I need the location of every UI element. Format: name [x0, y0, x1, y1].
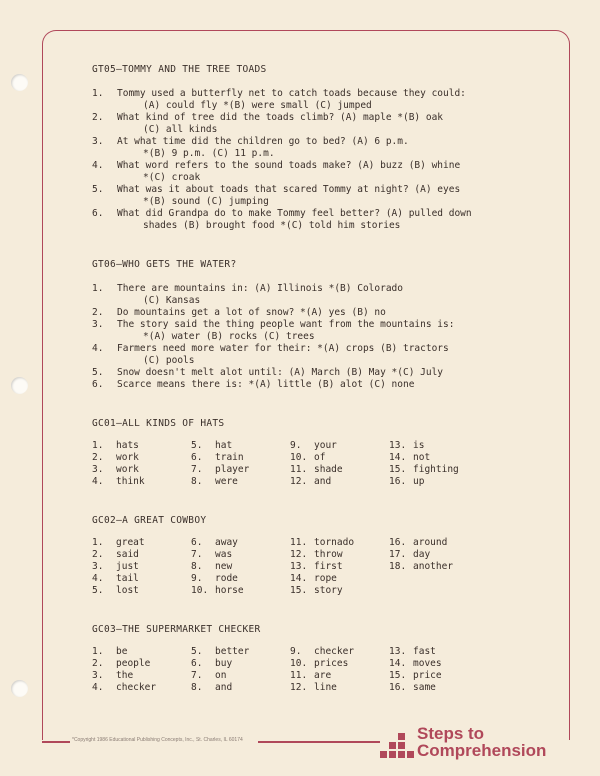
word-item	[191, 440, 290, 452]
word-item	[92, 452, 191, 464]
logo-text	[417, 725, 546, 765]
word-text: day	[413, 549, 431, 560]
question-item	[92, 307, 552, 319]
word-item	[191, 476, 290, 488]
question-section	[92, 258, 552, 391]
logo-squares-icon	[380, 733, 414, 763]
word-item	[191, 573, 290, 585]
question-line: (C) pools	[143, 355, 195, 366]
word-grid	[92, 537, 552, 597]
word-text: away	[215, 537, 238, 548]
word-number: 16.	[389, 476, 407, 487]
word-section	[92, 417, 552, 488]
word-grid	[92, 440, 552, 488]
word-column	[389, 440, 488, 488]
word-text: were	[215, 476, 238, 487]
word-number: 7.	[191, 464, 203, 475]
word-number: 1.	[92, 537, 104, 548]
question-text	[117, 208, 552, 232]
word-item	[290, 452, 389, 464]
word-column	[191, 646, 290, 694]
word-number: 11.	[290, 537, 308, 548]
word-column	[191, 537, 290, 597]
word-number: 2.	[92, 549, 104, 560]
word-column	[92, 440, 191, 488]
word-text: first	[314, 561, 343, 572]
question-item	[92, 184, 552, 208]
word-section	[92, 623, 552, 694]
question-line: What was it about toads that scared Tommy at night? (A) eyes	[117, 184, 461, 195]
word-column	[191, 440, 290, 488]
word-number: 14.	[389, 452, 407, 463]
question-line: *(A) water (B) rocks (C) trees	[143, 331, 315, 342]
word-number: 18.	[389, 561, 407, 572]
word-item	[290, 646, 389, 658]
word-text: your	[314, 440, 337, 451]
word-item	[290, 476, 389, 488]
word-text: rope	[314, 573, 337, 584]
word-number: 6.	[191, 658, 203, 669]
word-item	[191, 585, 290, 597]
question-line: Do mountains get a lot of snow? *(A) yes (B) no	[117, 307, 386, 318]
word-item	[389, 549, 488, 561]
word-number: 7.	[191, 670, 203, 681]
word-number: 4.	[92, 476, 104, 487]
word-text: around	[413, 537, 448, 548]
section-title: GT06—WHO GETS THE WATER?	[92, 259, 237, 270]
word-item	[92, 440, 191, 452]
word-text: train	[215, 452, 244, 463]
question-line: At what time did the children go to bed? (A) 6 p.m.	[117, 136, 409, 147]
word-number: 16.	[389, 537, 407, 548]
word-number: 6.	[191, 537, 203, 548]
word-text: new	[215, 561, 233, 572]
question-number: 1.	[92, 283, 104, 294]
word-grid	[92, 646, 552, 694]
question-item	[92, 208, 552, 232]
word-number: 14.	[290, 573, 308, 584]
word-number: 4.	[92, 573, 104, 584]
binder-hole-bottom	[11, 680, 28, 697]
word-number: 8.	[191, 561, 203, 572]
word-item	[191, 464, 290, 476]
word-item	[290, 670, 389, 682]
question-line: What did Grandpa do to make Tommy feel better? (A) pulled down	[117, 208, 472, 219]
question-text	[117, 283, 552, 307]
word-item	[92, 464, 191, 476]
word-column	[290, 440, 389, 488]
word-text: price	[413, 670, 442, 681]
word-number: 4.	[92, 682, 104, 693]
word-item	[389, 561, 488, 573]
question-number: 4.	[92, 343, 104, 354]
question-line: *(B) 9 p.m. (C) 11 p.m.	[143, 148, 275, 159]
section-title: GC03—THE SUPERMARKET CHECKER	[92, 624, 261, 635]
word-number: 5.	[191, 440, 203, 451]
question-line: Snow doesn't melt alot until: (A) March (B) May *(C) July	[117, 367, 444, 378]
word-number: 12.	[290, 549, 308, 560]
word-text: checker	[314, 646, 355, 657]
word-text: player	[215, 464, 250, 475]
logo-line: Steps to	[417, 724, 485, 743]
word-item	[290, 537, 389, 549]
question-line: *(C) croak	[143, 172, 201, 183]
word-number: 5.	[191, 646, 203, 657]
question-line: What kind of tree did the toads climb? (A) maple *(B) oak	[117, 112, 444, 123]
word-number: 13.	[290, 561, 308, 572]
word-text: buy	[215, 658, 233, 669]
word-item	[290, 561, 389, 573]
word-column	[92, 537, 191, 597]
word-text: just	[116, 561, 139, 572]
word-item	[191, 452, 290, 464]
word-item	[290, 658, 389, 670]
word-number: 15.	[389, 464, 407, 475]
word-number: 8.	[191, 682, 203, 693]
word-text: rode	[215, 573, 238, 584]
question-item	[92, 136, 552, 160]
word-text: be	[116, 646, 128, 657]
word-number: 13.	[389, 440, 407, 451]
question-item	[92, 379, 552, 391]
question-number: 2.	[92, 307, 104, 318]
word-text: prices	[314, 658, 349, 669]
word-text: throw	[314, 549, 343, 560]
question-item	[92, 319, 552, 343]
word-text: up	[413, 476, 425, 487]
question-line: shades (B) brought food *(C) told him stories	[143, 220, 401, 231]
word-text: fast	[413, 646, 436, 657]
word-text: fighting	[413, 464, 459, 475]
word-item	[290, 682, 389, 694]
word-item	[290, 573, 389, 585]
question-line: (A) could fly *(B) were small (C) jumped	[143, 100, 372, 111]
word-number: 11.	[290, 464, 308, 475]
question-text	[117, 160, 552, 184]
word-section	[92, 514, 552, 597]
word-number: 5.	[92, 585, 104, 596]
question-number: 6.	[92, 208, 104, 219]
binder-hole-middle	[11, 377, 28, 394]
footer-rule	[42, 741, 70, 743]
word-number: 1.	[92, 440, 104, 451]
word-number: 7.	[191, 549, 203, 560]
word-item	[191, 658, 290, 670]
word-item	[92, 561, 191, 573]
word-item	[191, 682, 290, 694]
word-number: 3.	[92, 464, 104, 475]
word-item	[92, 573, 191, 585]
word-text: hats	[116, 440, 139, 451]
word-text: and	[215, 682, 233, 693]
word-item	[191, 646, 290, 658]
word-item	[389, 452, 488, 464]
word-number: 10.	[290, 658, 308, 669]
question-line: (C) Kansas	[143, 295, 201, 306]
word-item	[389, 646, 488, 658]
word-number: 1.	[92, 646, 104, 657]
word-number: 10.	[191, 585, 209, 596]
word-item	[290, 585, 389, 597]
word-text: horse	[215, 585, 244, 596]
section-title: GC01—ALL KINDS OF HATS	[92, 418, 225, 429]
word-number: 13.	[389, 646, 407, 657]
word-number: 6.	[191, 452, 203, 463]
word-text: work	[116, 452, 139, 463]
word-text: was	[215, 549, 233, 560]
question-line: *(B) sound (C) jumping	[143, 196, 269, 207]
question-text	[117, 319, 552, 343]
question-list	[92, 88, 552, 232]
question-item	[92, 160, 552, 184]
word-text: of	[314, 452, 326, 463]
word-item	[389, 682, 488, 694]
word-text: on	[215, 670, 227, 681]
word-number: 14.	[389, 658, 407, 669]
word-item	[389, 670, 488, 682]
steps-to-comprehension-logo	[380, 725, 580, 765]
word-column	[290, 537, 389, 597]
word-text: line	[314, 682, 337, 693]
word-item	[389, 476, 488, 488]
question-text	[117, 88, 552, 112]
word-text: lost	[116, 585, 139, 596]
question-list	[92, 283, 552, 391]
word-number: 10.	[290, 452, 308, 463]
word-item	[92, 670, 191, 682]
word-item	[389, 658, 488, 670]
question-item	[92, 283, 552, 307]
word-item	[191, 549, 290, 561]
question-section	[92, 63, 552, 232]
word-text: tail	[116, 573, 139, 584]
question-number: 2.	[92, 112, 104, 123]
word-item	[92, 682, 191, 694]
word-column	[290, 646, 389, 694]
word-item	[290, 464, 389, 476]
word-text: work	[116, 464, 139, 475]
question-line: The story said the thing people want from the mountains is:	[117, 319, 455, 330]
section-title: GT05—TOMMY AND THE TREE TOADS	[92, 64, 267, 75]
word-text: the	[116, 670, 134, 681]
question-number: 5.	[92, 367, 104, 378]
word-item	[191, 670, 290, 682]
question-number: 3.	[92, 319, 104, 330]
section-title: GC02—A GREAT COWBOY	[92, 515, 207, 526]
word-text: said	[116, 549, 139, 560]
answer-key-content	[92, 63, 552, 694]
logo-line: Comprehension	[417, 741, 547, 760]
question-text	[117, 307, 552, 319]
question-line: There are mountains in: (A) Illinois *(B) Colorado	[117, 283, 403, 294]
question-number: 1.	[92, 88, 104, 99]
word-number: 11.	[290, 670, 308, 681]
word-number: 16.	[389, 682, 407, 693]
word-item	[92, 537, 191, 549]
question-text	[117, 379, 552, 391]
word-item	[191, 537, 290, 549]
word-item	[92, 646, 191, 658]
word-item	[92, 549, 191, 561]
word-text: hat	[215, 440, 233, 451]
word-item	[92, 585, 191, 597]
word-number: 17.	[389, 549, 407, 560]
question-item	[92, 88, 552, 112]
question-text	[117, 343, 552, 367]
word-column	[389, 537, 488, 597]
word-text: another	[413, 561, 454, 572]
word-column	[92, 646, 191, 694]
question-number: 4.	[92, 160, 104, 171]
word-text: story	[314, 585, 343, 596]
question-line: Farmers need more water for their: *(A) crops (B) tractors	[117, 343, 449, 354]
copyright-notice: *Copyright 1986 Educational Publishing Concepts, Inc., St. Charles, IL 60174	[72, 737, 243, 743]
word-item	[389, 464, 488, 476]
word-number: 12.	[290, 682, 308, 693]
word-text: better	[215, 646, 250, 657]
word-text: great	[116, 537, 145, 548]
word-number: 2.	[92, 658, 104, 669]
word-number: 15.	[290, 585, 308, 596]
word-item	[191, 561, 290, 573]
word-number: 9.	[191, 573, 203, 584]
word-text: people	[116, 658, 151, 669]
page-footer	[42, 724, 570, 764]
word-text: think	[116, 476, 145, 487]
word-item	[290, 440, 389, 452]
question-line: (C) all kinds	[143, 124, 218, 135]
word-number: 3.	[92, 670, 104, 681]
question-number: 6.	[92, 379, 104, 390]
question-text	[117, 367, 552, 379]
word-text: and	[314, 476, 332, 487]
word-column	[389, 646, 488, 694]
question-number: 3.	[92, 136, 104, 147]
word-text: are	[314, 670, 332, 681]
word-text: same	[413, 682, 436, 693]
question-text	[117, 136, 552, 160]
question-item	[92, 112, 552, 136]
word-text: checker	[116, 682, 157, 693]
word-item	[92, 476, 191, 488]
footer-rule	[258, 741, 380, 743]
word-item	[92, 658, 191, 670]
question-text	[117, 184, 552, 208]
word-number: 9.	[290, 440, 302, 451]
word-text: is	[413, 440, 425, 451]
word-number: 3.	[92, 561, 104, 572]
binder-hole-top	[11, 74, 28, 91]
question-line: What word refers to the sound toads make? (A) buzz (B) whine	[117, 160, 461, 171]
word-item	[389, 440, 488, 452]
question-number: 5.	[92, 184, 104, 195]
word-number: 8.	[191, 476, 203, 487]
question-text	[117, 112, 552, 136]
word-text: shade	[314, 464, 343, 475]
word-number: 12.	[290, 476, 308, 487]
word-text: not	[413, 452, 431, 463]
word-number: 15.	[389, 670, 407, 681]
word-number: 2.	[92, 452, 104, 463]
word-item	[290, 549, 389, 561]
question-item	[92, 343, 552, 367]
word-text: tornado	[314, 537, 355, 548]
word-number: 9.	[290, 646, 302, 657]
word-item	[389, 537, 488, 549]
word-text: moves	[413, 658, 442, 669]
question-item	[92, 367, 552, 379]
question-line: Tommy used a butterfly net to catch toads because they could:	[117, 88, 466, 99]
question-line: Scarce means there is: *(A) little (B) alot (C) none	[117, 379, 415, 390]
